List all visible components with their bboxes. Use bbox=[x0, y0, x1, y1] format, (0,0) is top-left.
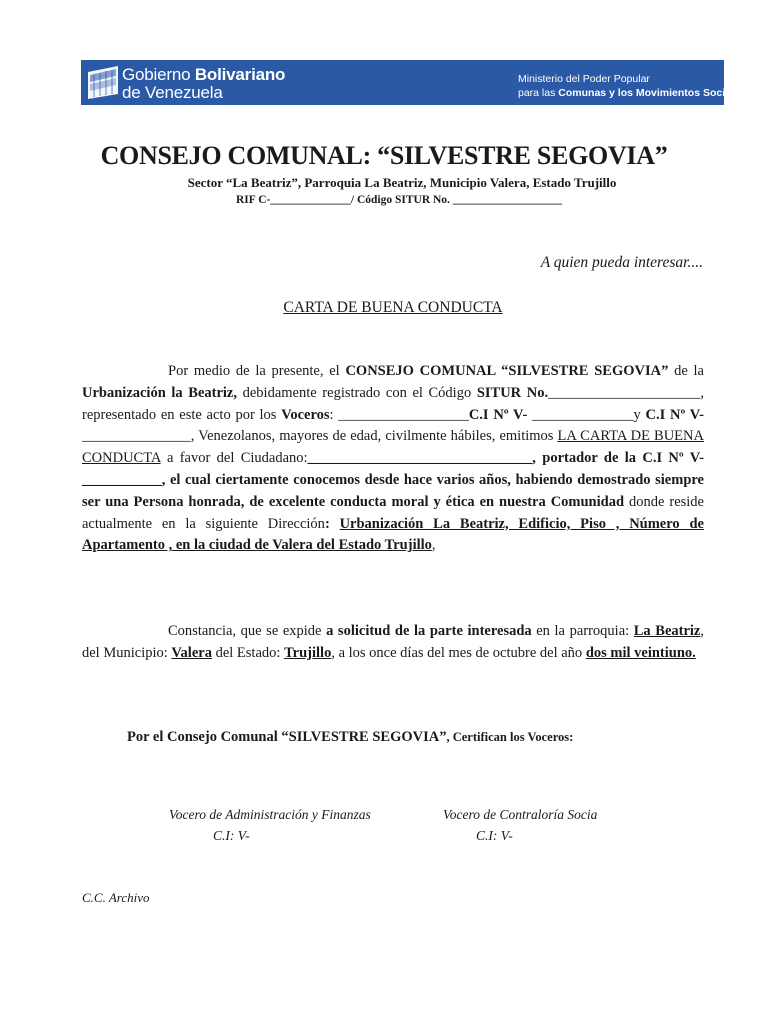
signature-ci-contraloria: C.I: V- bbox=[476, 828, 513, 843]
certify-small: , Certifican los Voceros: bbox=[446, 730, 574, 744]
signature-ci-admin: C.I: V- bbox=[213, 828, 250, 843]
p2-t5: , a los once días del mes de octubre del año bbox=[331, 644, 586, 661]
p2-u2: Valera bbox=[171, 644, 212, 661]
p1-b7: _______________________________, portador de la C.I Nº V-___________, el cual ciertamente conocemos desde hace varios años, habiendo demostrado siempre ser una Persona honrada, de excelente conducta moral y ética en nuestra Comunidad bbox=[82, 450, 704, 510]
certify-main: Por el Consejo Comunal “SILVESTRE SEGOVIA” bbox=[127, 729, 447, 745]
certify-line bbox=[127, 729, 573, 746]
p1-b8: : bbox=[324, 515, 340, 532]
paragraph-constancia bbox=[82, 621, 704, 665]
ministry-bold: Comunas y los Movimientos Sociales bbox=[558, 87, 746, 99]
signature-role-admin: Vocero de Administración y Finanzas bbox=[169, 807, 371, 822]
p1-b6: C.I Nº V- bbox=[645, 406, 705, 423]
p1-b3: SITUR No. bbox=[476, 384, 549, 401]
gov-bold: Bolivariano bbox=[194, 65, 286, 84]
p1-t6: ______________y bbox=[527, 406, 646, 423]
signature-role-contraloria: Vocero de Contraloría Socia bbox=[443, 807, 598, 822]
gov-prefix: Gobierno bbox=[122, 65, 195, 84]
p2-t3: , del Municipio: bbox=[82, 623, 704, 661]
p1-t10: , bbox=[431, 537, 436, 554]
p2-b1: a solicitud de la parte interesada bbox=[326, 623, 532, 639]
p2-t4: del Estado: bbox=[211, 644, 285, 661]
cc-archive: C.C. Archivo bbox=[82, 890, 150, 905]
rif-line: RIF C-______________/ Código SITUR No. ___________________ bbox=[236, 194, 563, 206]
government-banner bbox=[81, 60, 746, 105]
paragraph-main bbox=[82, 361, 704, 557]
p1-t7: _______________, Venezolanos, mayores de edad, civilmente hábiles, emitimos bbox=[82, 428, 558, 445]
p2-t2: en la parroquia: bbox=[531, 623, 634, 639]
ministry-line2 bbox=[518, 87, 746, 99]
p1-t9: donde reside actualmente en la siguiente Dirección bbox=[82, 493, 704, 532]
ministry-line1: Ministerio del Poder Popular bbox=[518, 73, 650, 85]
venezuela-flag-logo-icon bbox=[85, 64, 121, 101]
p2-t1: Constancia, que se expide bbox=[168, 623, 327, 639]
p2-u3: Trujillo bbox=[284, 644, 332, 661]
p1-t4: _____________________, representado en este acto por los bbox=[82, 384, 704, 423]
ministry-prefix: para las bbox=[518, 87, 559, 99]
p1-t1: Por medio de la presente, el bbox=[168, 363, 346, 379]
letter-title: CARTA DE BUENA CONDUCTA bbox=[283, 299, 503, 316]
gov-name-line1 bbox=[122, 65, 285, 85]
p1-b4: Voceros bbox=[281, 406, 330, 423]
greeting: A quien pueda interesar.... bbox=[540, 254, 703, 271]
p1-t3: debidamente registrado con el Código bbox=[237, 384, 477, 401]
p2-u1: La Beatriz bbox=[633, 623, 701, 639]
p2-u4: dos mil veintiuno. bbox=[585, 644, 696, 661]
p1-t5: : __________________ bbox=[329, 406, 469, 423]
p1-b2: Urbanización la Beatriz, bbox=[82, 384, 237, 401]
p1-t2: de la bbox=[668, 363, 704, 379]
p1-u1: LA CARTA DE BUENA CONDUCTA bbox=[82, 428, 704, 467]
gov-name-line2: de Venezuela bbox=[122, 83, 223, 102]
p1-b1: CONSEJO COMUNAL “SILVESTRE SEGOVIA” bbox=[345, 363, 669, 379]
p1-b5: C.I Nº V- bbox=[468, 406, 528, 423]
sector-line: Sector “La Beatriz”, Parroquia La Beatriz, Municipio Valera, Estado Trujillo bbox=[187, 175, 617, 190]
p1-t8: a favor del Ciudadano: bbox=[160, 450, 308, 467]
document-heading: CONSEJO COMUNAL: “SILVESTRE SEGOVIA” bbox=[100, 141, 668, 170]
p1-u2: Urbanización La Beatriz, Edificio, Piso , Número de Apartamento , en la ciudad de Valera del Estado Trujillo bbox=[82, 515, 704, 554]
